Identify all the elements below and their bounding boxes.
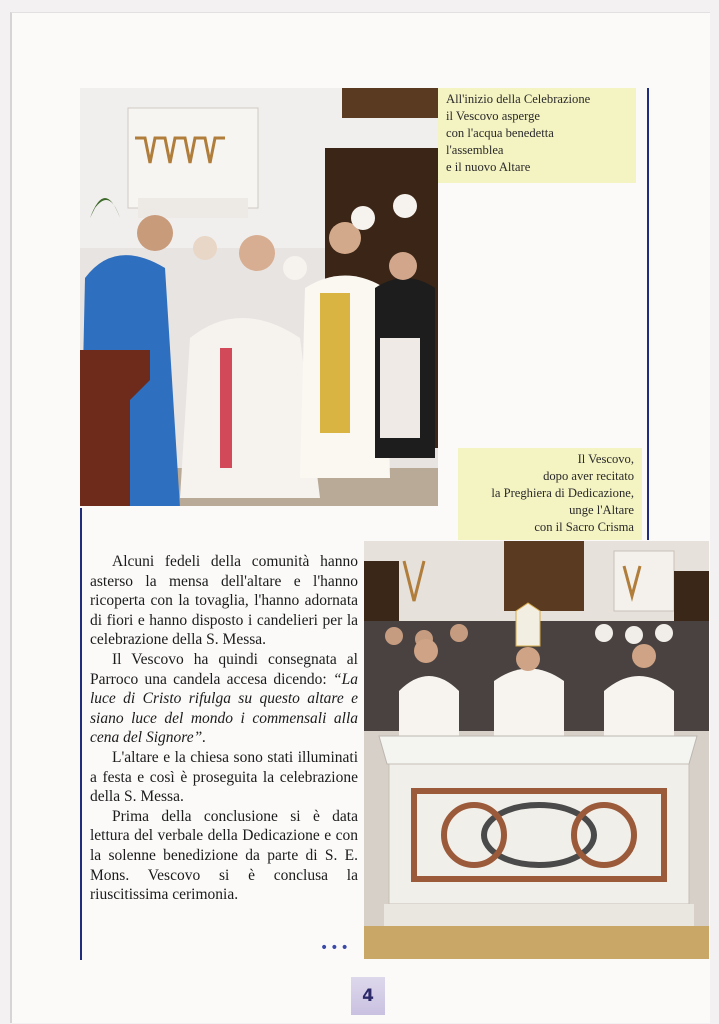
caption-top-line: con l'acqua benedetta bbox=[446, 126, 554, 140]
end-mark: ••• bbox=[320, 940, 351, 956]
article-quote: “La luce di Cristo rifulga su questo altare e siano luce del mondo i commensali alla cena del Signore”. bbox=[90, 670, 358, 747]
caption-bottom bbox=[458, 448, 642, 540]
left-rule bbox=[80, 508, 82, 960]
caption-bottom-line: dopo aver recitato bbox=[543, 469, 634, 483]
photo-asperges bbox=[80, 88, 438, 506]
photo-altar-anointing bbox=[364, 541, 709, 959]
article-paragraph: L'altare e la chiesa sono stati illuminati a festa e così è proseguita la celebrazione della S. Messa. bbox=[90, 748, 358, 806]
right-rule bbox=[647, 88, 649, 540]
caption-top-line: All'inizio della Celebrazione bbox=[446, 92, 591, 106]
caption-top-line: l'assemblea bbox=[446, 143, 504, 157]
caption-bottom-line: con il Sacro Crisma bbox=[534, 520, 634, 534]
caption-bottom-line: Il Vescovo, bbox=[577, 452, 634, 466]
article-text: Il Vescovo ha quindi consegnata al Parroco una candela accesa dicendo: bbox=[90, 650, 358, 688]
caption-bottom-line: la Preghiera di Dedicazione, bbox=[491, 486, 634, 500]
page-number: 4 bbox=[351, 977, 385, 1015]
article-paragraph: Alcuni fedeli della comunità hanno asterso la mensa dell'altare e l'hanno ricoperta con la tovaglia, l'hanno adornata di fiori e hanno disposto i candelieri per la celebrazione della S. Messa. bbox=[90, 553, 358, 649]
article-body bbox=[90, 552, 358, 905]
article-paragraph: Prima della conclusione si è data lettura del verbale della Dedicazione e con la solenne benedizione da parte di S. E. Mons. Vescovo si è conclusa la riuscitissima cerimonia. bbox=[90, 807, 358, 904]
article-paragraph bbox=[90, 650, 358, 748]
caption-top bbox=[438, 88, 636, 183]
caption-top-line: e il nuovo Altare bbox=[446, 160, 531, 174]
caption-top-line: il Vescovo asperge bbox=[446, 109, 540, 123]
caption-bottom-line: unge l'Altare bbox=[569, 503, 634, 517]
